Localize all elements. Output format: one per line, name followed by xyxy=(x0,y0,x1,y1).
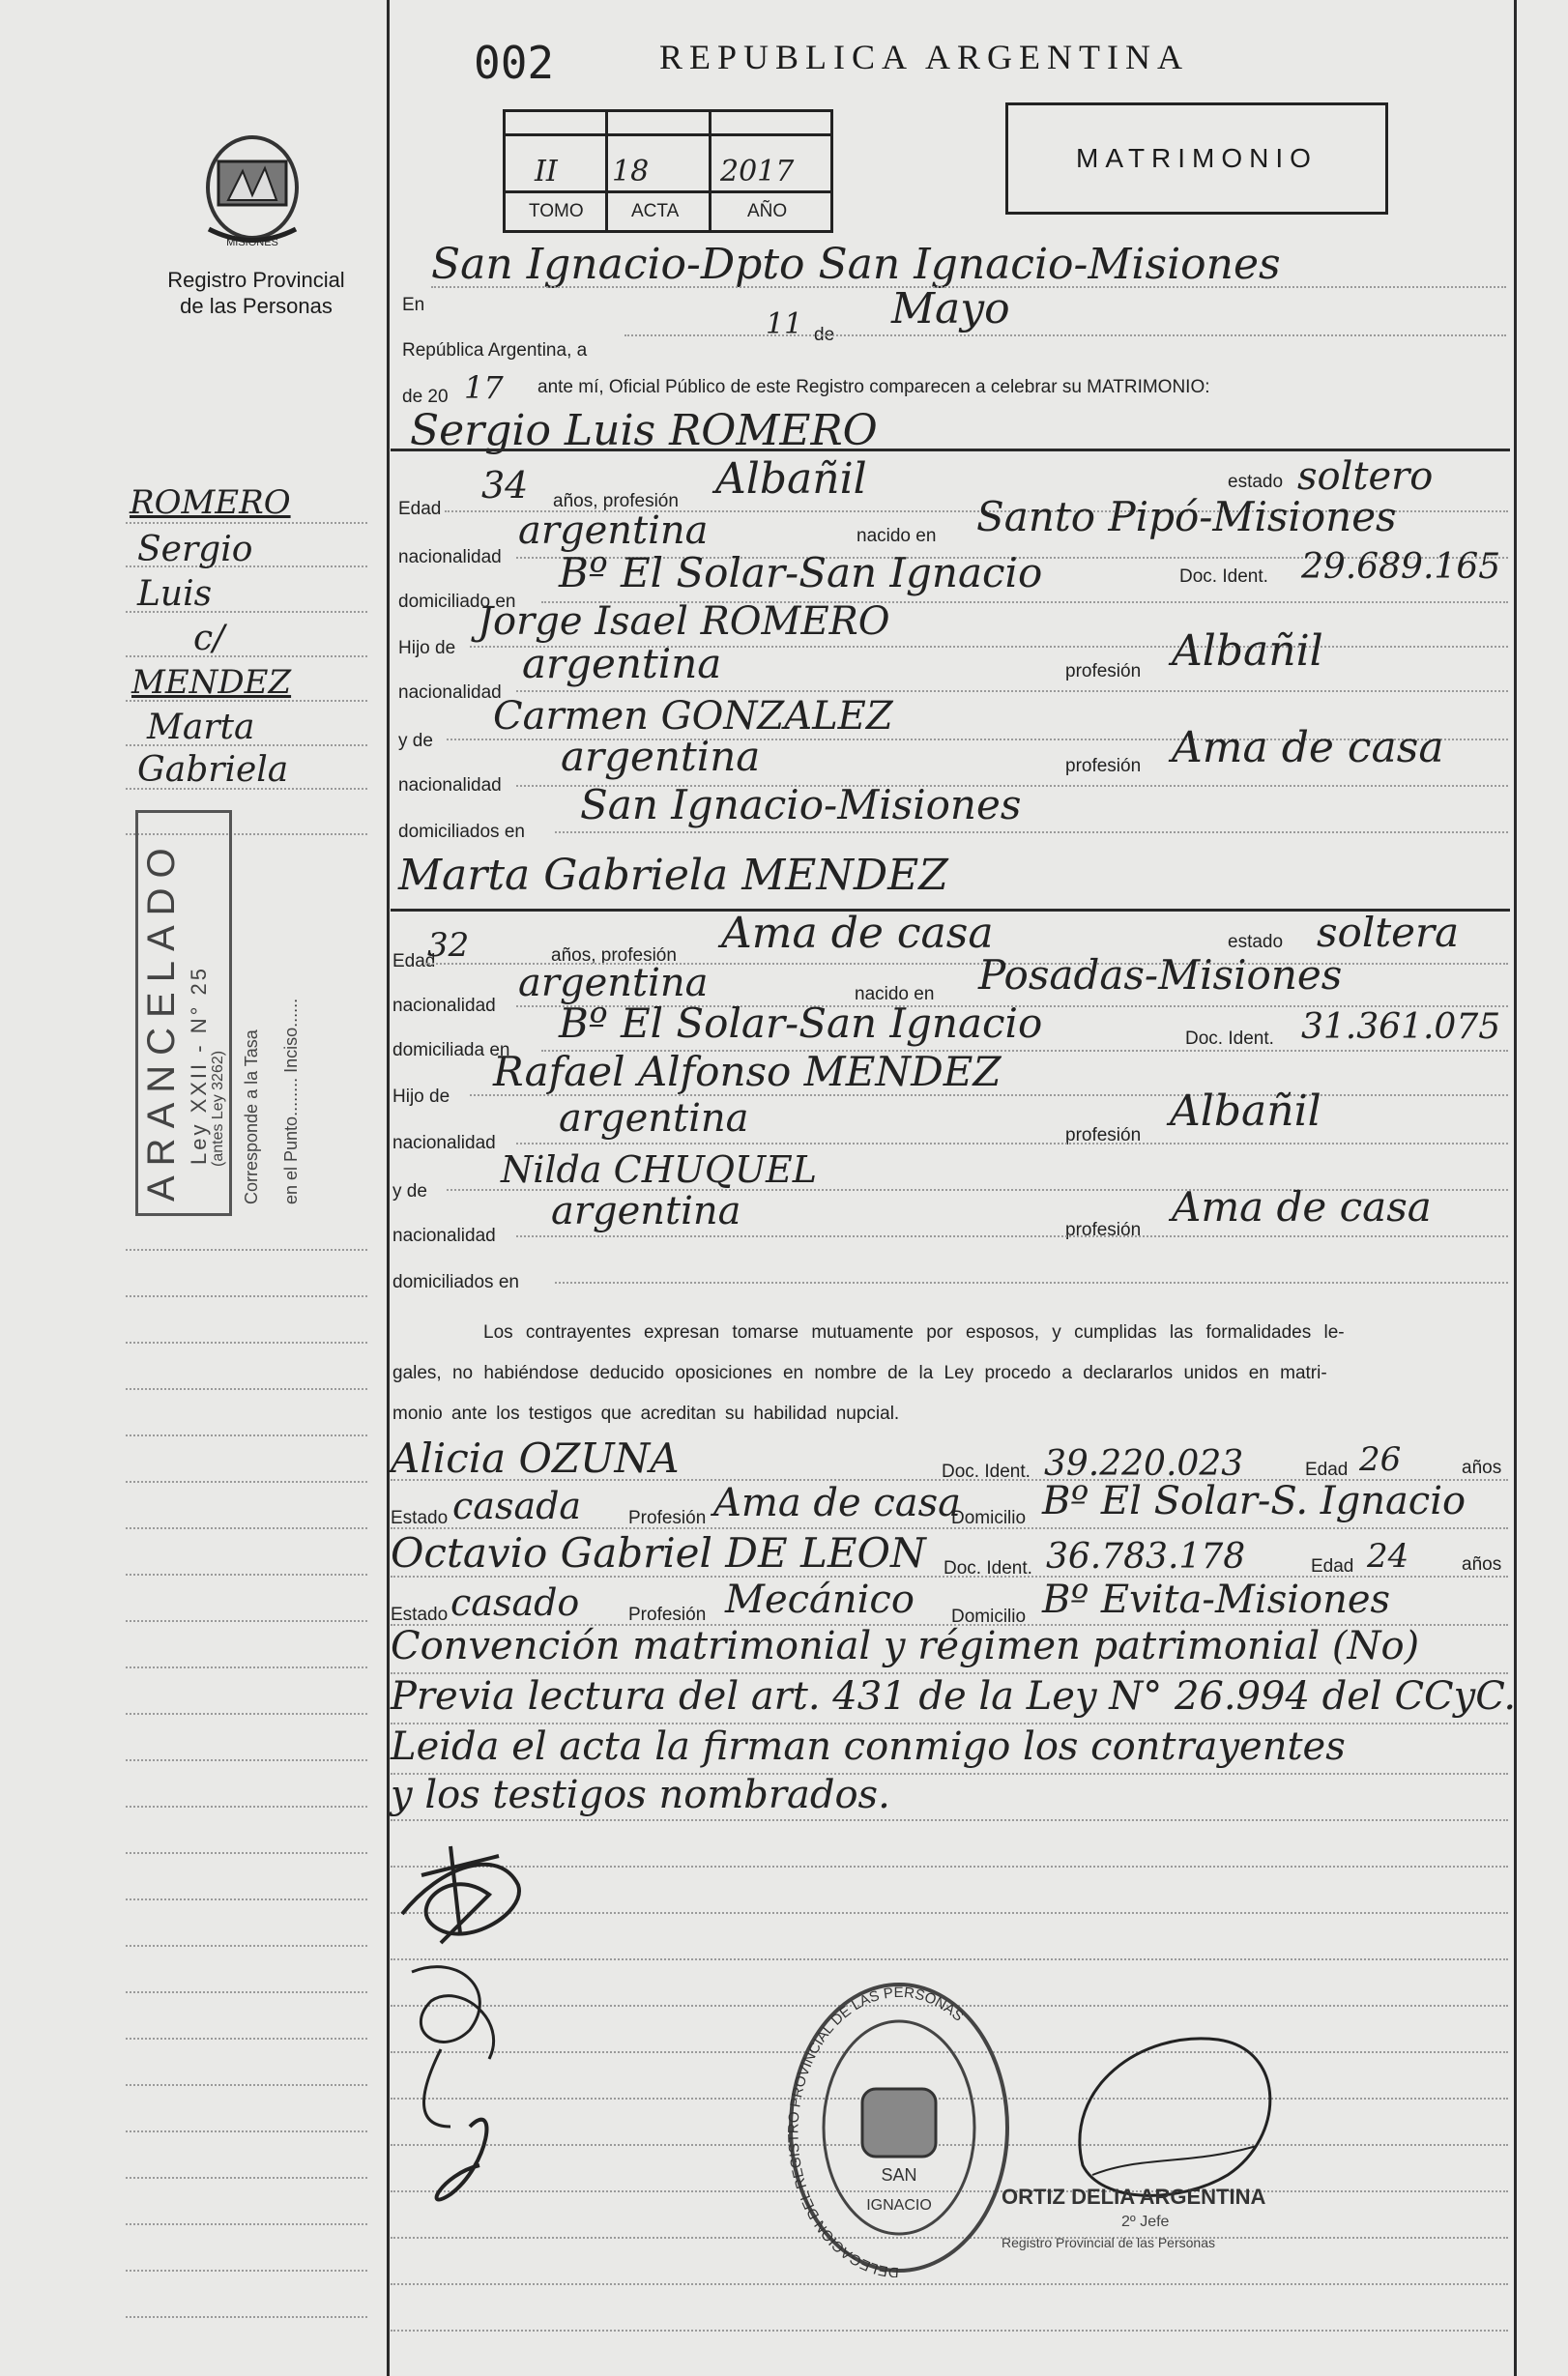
groom-parents-address-label: domiciliados en xyxy=(398,822,525,842)
margin-name-3: Luis xyxy=(137,574,213,614)
bride-father: Rafael Alfonso MENDEZ xyxy=(493,1048,1002,1095)
margin-name-4: c/ xyxy=(193,619,225,658)
witness-2-years-label: años xyxy=(1462,1554,1502,1575)
witness-1-years-label: años xyxy=(1462,1458,1502,1478)
anio-label: AÑO xyxy=(747,201,788,221)
registry-seal-icon xyxy=(783,1978,1015,2277)
bride-father-label: Hijo de xyxy=(392,1087,450,1107)
bride-birthplace-label: nacido en xyxy=(855,984,935,1004)
witness-1-profession-label: Profesión xyxy=(628,1508,707,1528)
margin-name-6: Marta xyxy=(147,708,255,747)
bride-mother-label: y de xyxy=(392,1181,427,1202)
bride-name: Marta Gabriela MENDEZ xyxy=(398,851,948,900)
groom-mother-profession-label: profesión xyxy=(1065,756,1142,776)
signatory-stamp-role: 2º Jefe xyxy=(1121,2214,1170,2230)
record-type-label: MATRIMONIO xyxy=(1076,143,1318,173)
bride-nationality: argentina xyxy=(518,961,709,1005)
groom-father-nationality-label: nacionalidad xyxy=(398,682,502,703)
margin-name-7: Gabriela xyxy=(137,750,289,790)
bride-profession-label: años, profesión xyxy=(551,945,677,966)
groom-father-profession: Albañil xyxy=(1172,626,1323,676)
right-frame-line xyxy=(1514,0,1517,2376)
margin-name-5: MENDEZ xyxy=(131,663,292,702)
bride-parents-address-label: domiciliados en xyxy=(392,1272,519,1292)
bride-mother-profession-label: profesión xyxy=(1065,1220,1142,1240)
note-line-2: Previa lectura del art. 431 de la Ley N° 26.994 del CCyC. xyxy=(391,1674,1517,1719)
witness-2-age: 24 xyxy=(1367,1537,1409,1576)
margin-name-1: ROMERO xyxy=(130,483,291,522)
witness-1-doc: 39.220.023 xyxy=(1044,1444,1244,1484)
signatory-stamp-office: Registro Provincial de las Personas xyxy=(1002,2235,1215,2250)
country-title: REPUBLICA ARGENTINA xyxy=(659,38,1190,76)
witness-2-profession-label: Profesión xyxy=(628,1605,707,1625)
groom-status: soltero xyxy=(1297,454,1434,499)
bride-mother-nationality: argentina xyxy=(551,1189,741,1233)
groom-mother-profession: Ama de casa xyxy=(1172,723,1444,772)
bride-age: 32 xyxy=(427,926,470,965)
bride-address: Bº El Solar-San Ignacio xyxy=(559,1000,1043,1047)
bride-address-label: domiciliada en xyxy=(392,1040,510,1060)
marriage-year: 17 xyxy=(464,369,504,406)
witness-1-address-label: Domicilio xyxy=(951,1508,1027,1528)
groom-father-nationality: argentina xyxy=(522,640,722,687)
groom-parents-address: San Ignacio-Misiones xyxy=(580,781,1022,828)
bride-nationality-label: nacionalidad xyxy=(392,996,496,1016)
intro-statement: ante mí, Oficial Público de este Registro comparecen a celebrar su MATRIMONIO: xyxy=(537,377,1210,397)
witness-2-status: casado xyxy=(450,1581,580,1624)
bride-father-profession-label: profesión xyxy=(1065,1125,1142,1145)
groom-birthplace-label: nacido en xyxy=(857,526,937,546)
bride-profession: Ama de casa xyxy=(721,909,994,958)
anio-value: 2017 xyxy=(720,155,795,188)
folio-number: 002 xyxy=(474,37,555,89)
witness-1-age-label: Edad xyxy=(1305,1460,1349,1480)
arancelado-stamp: ARANCELADO Ley XXII - N° 25 (antes Ley 3262) Corresponde a la Tasa en el Punto........ Inciso...... xyxy=(135,810,228,1216)
signatory-stamp-name: ORTIZ DELIA ARGENTINA xyxy=(1002,2185,1266,2209)
acta-value: 18 xyxy=(612,155,650,188)
witness-1-profession: Ama de casa xyxy=(713,1481,961,1525)
witness-2-address: Bº Evita-Misiones xyxy=(1042,1578,1391,1622)
acta-label: ACTA xyxy=(631,201,680,221)
en-label: En xyxy=(402,295,425,315)
groom-age-label: Edad xyxy=(398,499,442,519)
signatures-handwritten xyxy=(383,1808,557,2214)
groom-father-label: Hijo de xyxy=(398,638,456,658)
witness-1-status: casada xyxy=(452,1485,582,1527)
margin-name-2: Sergio xyxy=(137,530,253,569)
groom-mother: Carmen GONZALEZ xyxy=(493,694,893,739)
groom-address-label: domiciliado en xyxy=(398,592,516,612)
svg-text:MISIONES: MISIONES xyxy=(226,237,278,248)
groom-doc-label: Doc. Ident. xyxy=(1179,566,1268,587)
declaration-line-1: Los contrayentes expresan tomarse mutuamente por esposos, y cumplidas las formalidades le- xyxy=(483,1322,1345,1343)
groom-doc: 29.689.165 xyxy=(1301,547,1501,587)
witness-2-doc-label: Doc. Ident. xyxy=(944,1558,1032,1579)
marriage-place: San Ignacio-Dpto San Ignacio-Misiones xyxy=(431,240,1281,289)
witness-1-address: Bº El Solar-S. Ignacio xyxy=(1042,1479,1466,1523)
bride-birthplace: Posadas-Misiones xyxy=(978,951,1343,999)
bride-father-profession: Albañil xyxy=(1170,1087,1321,1136)
groom-mother-label: y de xyxy=(398,731,433,751)
tomo-label: TOMO xyxy=(529,201,584,221)
groom-address: Bº El Solar-San Ignacio xyxy=(559,549,1043,596)
groom-mother-nationality: argentina xyxy=(561,733,761,780)
declaration-line-2: gales, no habiéndose deducido oposiciones en nombre de la Ley procedo a declararlos unidos en matri- xyxy=(392,1363,1327,1383)
groom-birthplace: Santo Pipó-Misiones xyxy=(976,493,1397,540)
groom-father-profession-label: profesión xyxy=(1065,661,1142,681)
groom-father: Jorge Isael ROMERO xyxy=(478,599,890,644)
groom-name: Sergio Luis ROMERO xyxy=(410,406,878,455)
groom-nationality-label: nacionalidad xyxy=(398,547,502,567)
groom-age: 34 xyxy=(481,464,529,507)
groom-profession-label: años, profesión xyxy=(553,491,679,511)
witness-1-doc-label: Doc. Ident. xyxy=(942,1462,1031,1482)
bride-age-label: Edad xyxy=(392,951,436,971)
witness-2-status-label: Estado xyxy=(391,1605,449,1625)
bride-doc-label: Doc. Ident. xyxy=(1185,1029,1274,1049)
bride-father-nationality-label: nacionalidad xyxy=(392,1133,496,1153)
witness-1-age: 26 xyxy=(1359,1440,1402,1479)
bride-mother-nationality-label: nacionalidad xyxy=(392,1226,496,1246)
groom-status-label: estado xyxy=(1228,472,1284,492)
note-line-1: Convención matrimonial y régimen patrimonial (No) xyxy=(391,1624,1420,1668)
note-line-3: Leida el acta la firman conmigo los contrayentes xyxy=(391,1724,1346,1769)
tomo-value: II xyxy=(535,155,558,188)
bride-status-label: estado xyxy=(1228,932,1284,952)
bride-doc: 31.361.075 xyxy=(1301,1007,1501,1047)
bride-mother: Nilda CHUQUEL xyxy=(501,1148,818,1191)
bride-mother-profession: Ama de casa xyxy=(1172,1183,1432,1231)
witness-2-address-label: Domicilio xyxy=(951,1607,1027,1627)
witness-1-status-label: Estado xyxy=(391,1508,449,1528)
witness-2-age-label: Edad xyxy=(1311,1556,1354,1577)
de20-label: de 20 xyxy=(402,387,449,407)
witness-2-name: Octavio Gabriel DE LEON xyxy=(391,1529,926,1577)
witness-2-profession: Mecánico xyxy=(725,1578,915,1622)
note-line-4: y los testigos nombrados. xyxy=(391,1773,890,1817)
seal-center-san: SAN xyxy=(881,2165,917,2185)
registry-name: Registro Provincial de las Personas xyxy=(167,268,345,318)
province-emblem-icon xyxy=(199,128,305,253)
seal-ring-text: DELEGACION DEL REGISTRO PROVINCIAL DE LAS PERSONAS xyxy=(785,1984,967,2277)
book-reference-table xyxy=(503,109,833,233)
marriage-day: 11 xyxy=(766,307,803,341)
de-label: de xyxy=(814,325,835,345)
groom-profession: Albañil xyxy=(715,454,867,504)
republica-label: República Argentina, a xyxy=(402,340,588,361)
bride-father-nationality: argentina xyxy=(559,1096,749,1141)
marriage-month: Mayo xyxy=(891,284,1010,333)
bride-status: soltera xyxy=(1317,909,1460,956)
witness-1-name: Alicia OZUNA xyxy=(391,1434,680,1482)
seal-center-ignacio: IGNACIO xyxy=(866,2197,932,2214)
groom-mother-nationality-label: nacionalidad xyxy=(398,775,502,796)
groom-nationality: argentina xyxy=(518,508,709,553)
declaration-line-3: monio ante los testigos que acreditan su habilidad nupcial. xyxy=(392,1404,900,1424)
witness-2-doc: 36.783.178 xyxy=(1046,1537,1246,1577)
record-type-box xyxy=(1005,102,1388,215)
